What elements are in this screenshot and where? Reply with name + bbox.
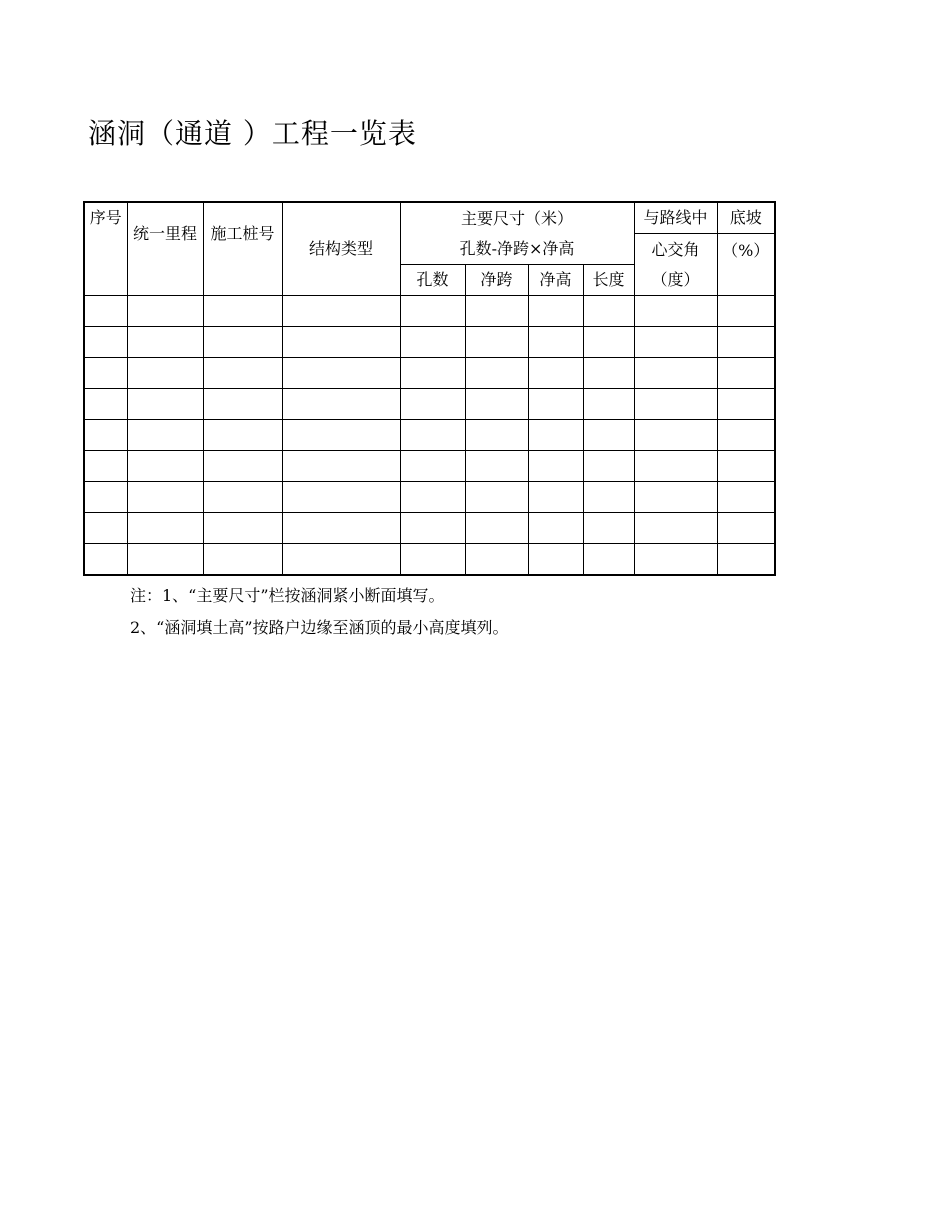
table-cell[interactable] [528, 513, 583, 544]
table-cell[interactable] [282, 544, 400, 576]
table-cell[interactable] [465, 327, 528, 358]
table-cell[interactable] [84, 420, 127, 451]
table-cell[interactable] [634, 513, 717, 544]
table-cell[interactable] [717, 482, 775, 513]
table-cell[interactable] [400, 420, 465, 451]
table-cell[interactable] [400, 451, 465, 482]
header-height: 净高 [528, 265, 583, 296]
table-cell[interactable] [717, 327, 775, 358]
table-cell[interactable] [127, 296, 203, 327]
table-cell[interactable] [465, 451, 528, 482]
table-cell[interactable] [465, 358, 528, 389]
notes [130, 580, 509, 644]
table-cell[interactable] [203, 296, 282, 327]
table-cell[interactable] [282, 451, 400, 482]
table-cell[interactable] [127, 358, 203, 389]
table-cell[interactable] [634, 389, 717, 420]
table-cell[interactable] [84, 358, 127, 389]
table-cell[interactable] [465, 389, 528, 420]
table-cell[interactable] [282, 513, 400, 544]
table-cell[interactable] [528, 296, 583, 327]
table-cell[interactable] [583, 420, 634, 451]
table-cell[interactable] [84, 544, 127, 576]
table-cell[interactable] [400, 544, 465, 576]
table-cell[interactable] [282, 358, 400, 389]
table-cell[interactable] [400, 296, 465, 327]
table-row [84, 482, 775, 513]
table-cell[interactable] [203, 327, 282, 358]
table-cell[interactable] [127, 482, 203, 513]
table-cell[interactable] [717, 420, 775, 451]
header-main-dim-line1: 主要尺寸（米） [460, 208, 573, 228]
table-cell[interactable] [528, 389, 583, 420]
table-cell[interactable] [583, 451, 634, 482]
header-span: 净跨 [465, 265, 528, 296]
culvert-table [83, 201, 776, 576]
table-cell[interactable] [127, 420, 203, 451]
table-row [84, 451, 775, 482]
table-cell[interactable] [400, 327, 465, 358]
table-cell[interactable] [203, 420, 282, 451]
table-cell[interactable] [717, 451, 775, 482]
table-cell[interactable] [528, 544, 583, 576]
header-angle-line2: 心交角 [651, 239, 700, 259]
table-cell[interactable] [634, 420, 717, 451]
note-1: 注：1、“主要尺寸”栏按涵洞紧小断面填写。 [130, 586, 445, 605]
table-cell[interactable] [203, 513, 282, 544]
table-cell[interactable] [282, 327, 400, 358]
table-row [84, 544, 775, 576]
table-cell[interactable] [528, 327, 583, 358]
table-cell[interactable] [282, 296, 400, 327]
table-cell[interactable] [717, 513, 775, 544]
table-cell[interactable] [127, 327, 203, 358]
table-cell[interactable] [717, 358, 775, 389]
table-cell[interactable] [465, 513, 528, 544]
header-angle-line3: （度） [651, 269, 700, 289]
table-cell[interactable] [203, 544, 282, 576]
header-mileage: 统一里程 [127, 202, 203, 296]
table-cell[interactable] [528, 482, 583, 513]
table-cell[interactable] [84, 296, 127, 327]
table-cell[interactable] [400, 358, 465, 389]
table-cell[interactable] [203, 389, 282, 420]
table-row [84, 420, 775, 451]
table-row [84, 327, 775, 358]
table-cell[interactable] [127, 513, 203, 544]
header-angle-rest [634, 234, 717, 296]
table-cell[interactable] [717, 544, 775, 576]
table-cell[interactable] [465, 544, 528, 576]
table-cell[interactable] [465, 482, 528, 513]
header-stake: 施工桩号 [203, 202, 282, 296]
table-cell[interactable] [717, 296, 775, 327]
page-title: 涵洞（通道 ）工程一览表 [88, 117, 417, 150]
table-cell[interactable] [127, 389, 203, 420]
table-cell[interactable] [400, 482, 465, 513]
table-cell[interactable] [583, 544, 634, 576]
table-cell[interactable] [583, 358, 634, 389]
table-cell[interactable] [634, 451, 717, 482]
table-cell[interactable] [465, 296, 528, 327]
table-cell[interactable] [84, 451, 127, 482]
header-angle-line1: 与路线中 [634, 202, 717, 234]
header-main-dimensions [400, 202, 634, 265]
table-cell[interactable] [583, 513, 634, 544]
table-cell[interactable] [84, 327, 127, 358]
table-cell[interactable] [583, 296, 634, 327]
table-cell[interactable] [203, 451, 282, 482]
table-cell[interactable] [634, 544, 717, 576]
header-length: 长度 [583, 265, 634, 296]
table-cell[interactable] [282, 389, 400, 420]
header-main-dim-line2: 孔数-净跨×净高 [459, 238, 575, 258]
note-2: 2、“涵洞填土高”按路户边缘至涵顶的最小高度填列。 [130, 618, 509, 637]
table-row [84, 389, 775, 420]
table-cell[interactable] [400, 389, 465, 420]
table-cell[interactable] [127, 544, 203, 576]
table-cell[interactable] [203, 482, 282, 513]
table-cell[interactable] [84, 482, 127, 513]
table-row [84, 513, 775, 544]
header-seq: 序号 [84, 202, 127, 296]
table-row [84, 358, 775, 389]
table-cell[interactable] [282, 420, 400, 451]
table-cell[interactable] [634, 327, 717, 358]
table-cell[interactable] [84, 389, 127, 420]
header-slope-line1: 底坡 [717, 202, 775, 234]
table-cell[interactable] [84, 513, 127, 544]
table-row [84, 296, 775, 327]
table-cell[interactable] [634, 482, 717, 513]
table-cell[interactable] [528, 358, 583, 389]
table-cell[interactable] [400, 513, 465, 544]
table-cell[interactable] [634, 358, 717, 389]
header-structure: 结构类型 [282, 202, 400, 296]
table-cell[interactable] [583, 327, 634, 358]
table-cell[interactable] [528, 420, 583, 451]
table-cell[interactable] [127, 451, 203, 482]
table-cell[interactable] [634, 296, 717, 327]
header-holes: 孔数 [400, 265, 465, 296]
table-cell[interactable] [717, 389, 775, 420]
header-slope-line2: （%） [717, 234, 775, 296]
table-cell[interactable] [583, 389, 634, 420]
table-cell[interactable] [465, 420, 528, 451]
table-cell[interactable] [583, 482, 634, 513]
table-body [84, 296, 775, 576]
table-cell[interactable] [528, 451, 583, 482]
table-cell[interactable] [203, 358, 282, 389]
table-cell[interactable] [282, 482, 400, 513]
